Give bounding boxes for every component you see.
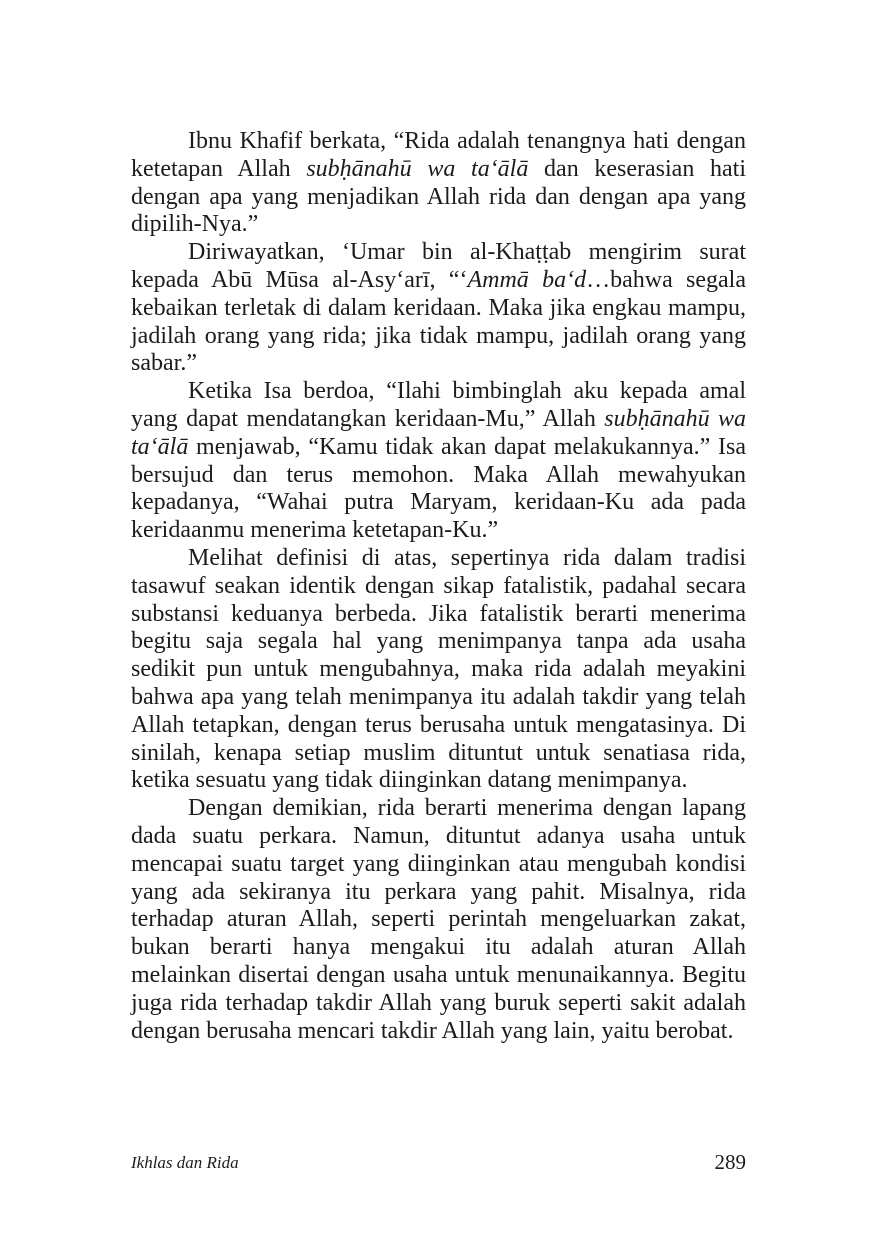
- italic-term: Ammā ba‘d: [467, 266, 587, 293]
- paragraph: [131, 545, 746, 795]
- paragraph: [131, 795, 746, 1045]
- text-run: Melihat definisi di atas, sepertinya rida dalam tradisi tasawuf seakan identik dengan sikap fatalistik, padahal secara substansi keduanya berbeda. Jika fatalistik berarti menerima begitu saja segala hal yang menimpanya tanpa ada usaha sedikit pun untuk mengubahnya, maka rida adalah meyakini bahwa apa yang telah menimpanya itu adalah takdir yang telah Allah tetapkan, dengan terus berusaha untuk mengatasinya. Di sinilah, kenapa setiap muslim dituntut untuk senatiasa rida, ketika sesuatu yang tidak diinginkan datang menimpanya.: [131, 544, 746, 794]
- italic-term: subḥānahū wa ta‘ālā: [306, 155, 529, 182]
- text-run: Diriwayatkan, ‘Umar bin al-Khaṭṭab mengirim surat kepada Abū Mūsa al-Asy‘arī, “‘: [131, 239, 746, 293]
- text-run: Ketika Isa berdoa, “Ilahi bimbinglah aku kepada amal yang dapat mendatangkan keridaan-Mu,” Allah: [131, 378, 746, 432]
- text-run: dan keserasian hati dengan apa yang menjadikan Allah rida dan dengan apa yang dipilih-Nya.”: [131, 155, 746, 238]
- text-run: menjawab, “Kamu tidak akan dapat melakukannya.” Isa bersujud dan terus memohon. Maka Allah mewahyukan kepadanya, “Wahai putra Maryam, keridaan-Ku ada pada keridaanmu menerima ketetapan-Ku.”: [131, 433, 746, 544]
- paragraph: [131, 239, 746, 378]
- paragraph: [131, 128, 746, 239]
- text-run: Dengan demikian, rida berarti menerima dengan lapang dada suatu perkara. Namun, dituntut adanya usaha untuk mencapai suatu target yang diinginkan atau mengubah kondisi yang ada sekiranya itu perkara yang pahit. Misalnya, rida terhadap aturan Allah, seperti perintah mengeluarkan zakat, bukan berarti hanya mengakui itu adalah aturan Allah melainkan disertai dengan usaha untuk menunaikannya. Begitu juga rida terhadap takdir Allah yang buruk seperti sakit adalah dengan berusaha mencari takdir Allah yang lain, yaitu berobat.: [131, 795, 746, 1044]
- body-text: [131, 128, 746, 1045]
- running-footer-title: Ikhlas dan Rida: [131, 1153, 239, 1172]
- italic-term: subḥānahū wa ta‘ālā: [131, 405, 746, 460]
- text-run: Ibnu Khafif berkata, “Rida adalah tenangnya hati dengan ketetapan Allah: [131, 128, 746, 182]
- paragraph: [131, 378, 746, 545]
- text-run: …bahwa segala kebaikan terletak di dalam keridaan. Maka jika engkau mampu, jadilah orang yang rida; jika tidak mampu, jadilah orang yang sabar.”: [131, 266, 746, 377]
- page-number: 289: [714, 1150, 746, 1174]
